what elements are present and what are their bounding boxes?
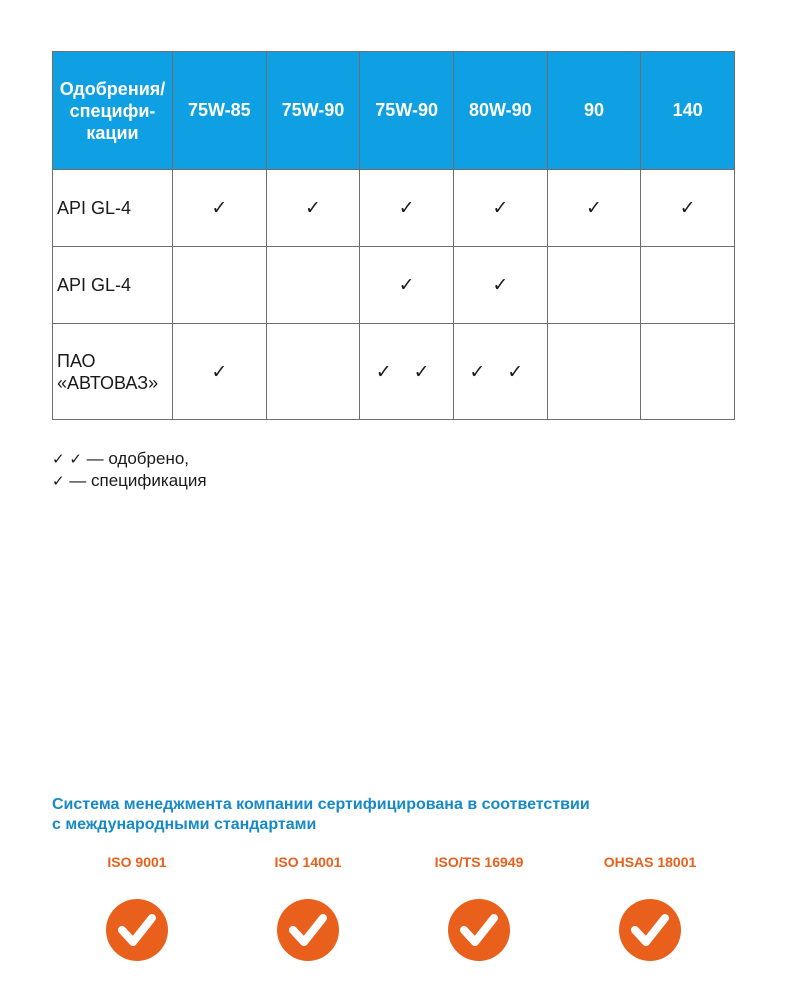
approvals-table xyxy=(52,51,735,420)
check-icon: ✓ xyxy=(585,197,602,219)
certification-title-line: с международными стандартами xyxy=(52,816,317,833)
standard-label: OHSAS 18001 xyxy=(603,854,697,870)
table-cell xyxy=(360,324,454,420)
row-label xyxy=(53,247,173,324)
table-cell xyxy=(266,324,360,420)
row-label xyxy=(53,324,173,420)
header-grade: 75W-90 xyxy=(266,52,360,170)
check-icon: ✓ xyxy=(492,274,509,296)
table-cell xyxy=(453,324,547,420)
standard-badge xyxy=(580,852,720,962)
check-icon: ✓ xyxy=(211,197,228,219)
check-icon: ✓ xyxy=(398,274,415,296)
table-cell xyxy=(173,170,267,247)
table-cell xyxy=(360,170,454,247)
table-cell xyxy=(641,247,735,324)
certification-title-line: Система менеджмента компании сертифицирована в соответствии xyxy=(52,796,590,813)
certified-check-icon xyxy=(276,898,340,962)
table-cell xyxy=(173,324,267,420)
table-cell xyxy=(547,170,641,247)
header-grade: 90 xyxy=(547,52,641,170)
table-cell xyxy=(453,170,547,247)
check-icon: ✓ xyxy=(52,472,65,490)
table-header-row xyxy=(53,52,735,170)
standard-badge xyxy=(67,852,207,962)
row-label-line: ПАО xyxy=(57,350,96,371)
header-grade: 140 xyxy=(641,52,735,170)
check-icon: ✓ xyxy=(211,360,228,383)
header-grade: 75W-85 xyxy=(173,52,267,170)
check-icon: ✓ xyxy=(305,197,321,219)
table-cell xyxy=(641,170,735,247)
double-check-icon: ✓ ✓ xyxy=(375,360,438,383)
table-row xyxy=(53,247,735,324)
table-row xyxy=(53,324,735,420)
table-cell xyxy=(173,247,267,324)
double-check-icon: ✓ ✓ xyxy=(52,450,82,468)
standard-badge xyxy=(238,852,378,962)
check-icon: ✓ xyxy=(679,197,696,219)
check-icon: ✓ xyxy=(398,197,415,219)
table-row xyxy=(53,170,735,247)
row-label-line: API GL-4 xyxy=(57,198,132,218)
legend-spec-text: — спецификация xyxy=(64,471,207,490)
row-label-line: «АВТОВАЗ» xyxy=(57,372,159,393)
table-cell xyxy=(360,247,454,324)
header-grade: 75W-90 xyxy=(360,52,454,170)
table-cell xyxy=(641,324,735,420)
header-line: специфи- xyxy=(69,100,156,121)
standard-label: ISO 14001 xyxy=(274,854,342,870)
header-approvals xyxy=(53,52,173,170)
standard-label: ISO 9001 xyxy=(107,854,167,870)
row-label xyxy=(53,170,173,247)
certified-check-icon xyxy=(618,898,682,962)
double-check-icon: ✓ ✓ xyxy=(469,360,532,383)
table-cell xyxy=(547,324,641,420)
standard-label: ISO/TS 16949 xyxy=(434,854,524,870)
legend xyxy=(52,448,207,492)
table-cell xyxy=(453,247,547,324)
header-grade: 80W-90 xyxy=(453,52,547,170)
table-cell xyxy=(266,170,360,247)
header-line: Одобрения/ xyxy=(59,78,166,99)
legend-approved xyxy=(52,448,207,470)
standard-badge xyxy=(409,852,549,962)
certified-check-icon xyxy=(447,898,511,962)
header-line: кации xyxy=(86,122,139,143)
table-cell xyxy=(266,247,360,324)
check-icon: ✓ xyxy=(492,197,509,219)
row-label-line: API GL-4 xyxy=(57,275,132,295)
table-cell xyxy=(547,247,641,324)
certification-title xyxy=(52,795,672,835)
certified-check-icon xyxy=(105,898,169,962)
legend-approved-text: — одобрено, xyxy=(81,449,190,468)
legend-spec xyxy=(52,470,207,492)
